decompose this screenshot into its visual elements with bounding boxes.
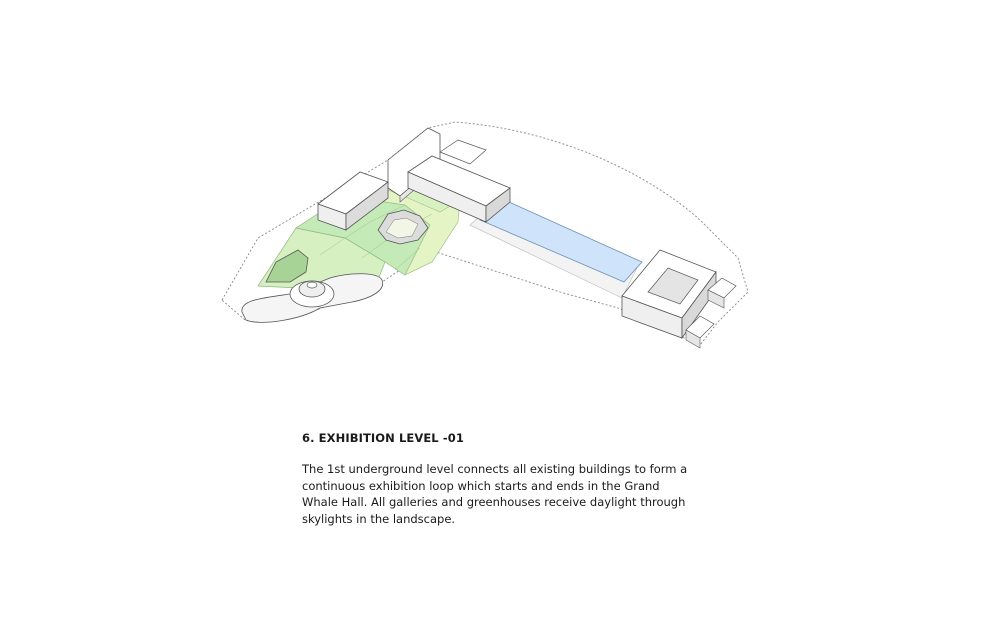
caption-title: 6. EXHIBITION LEVEL -01 <box>302 431 464 445</box>
caption-body: The 1st underground level connects all existing buildings to form a continuous exhibition loop which starts and ends in the Grand Whale Hall. All galleries and greenhouses receive daylight through skylights in the landscape. <box>302 462 688 526</box>
rotunda-lantern <box>307 282 317 288</box>
main-block-inner-wing <box>440 140 486 164</box>
diagram-caption <box>302 431 702 527</box>
